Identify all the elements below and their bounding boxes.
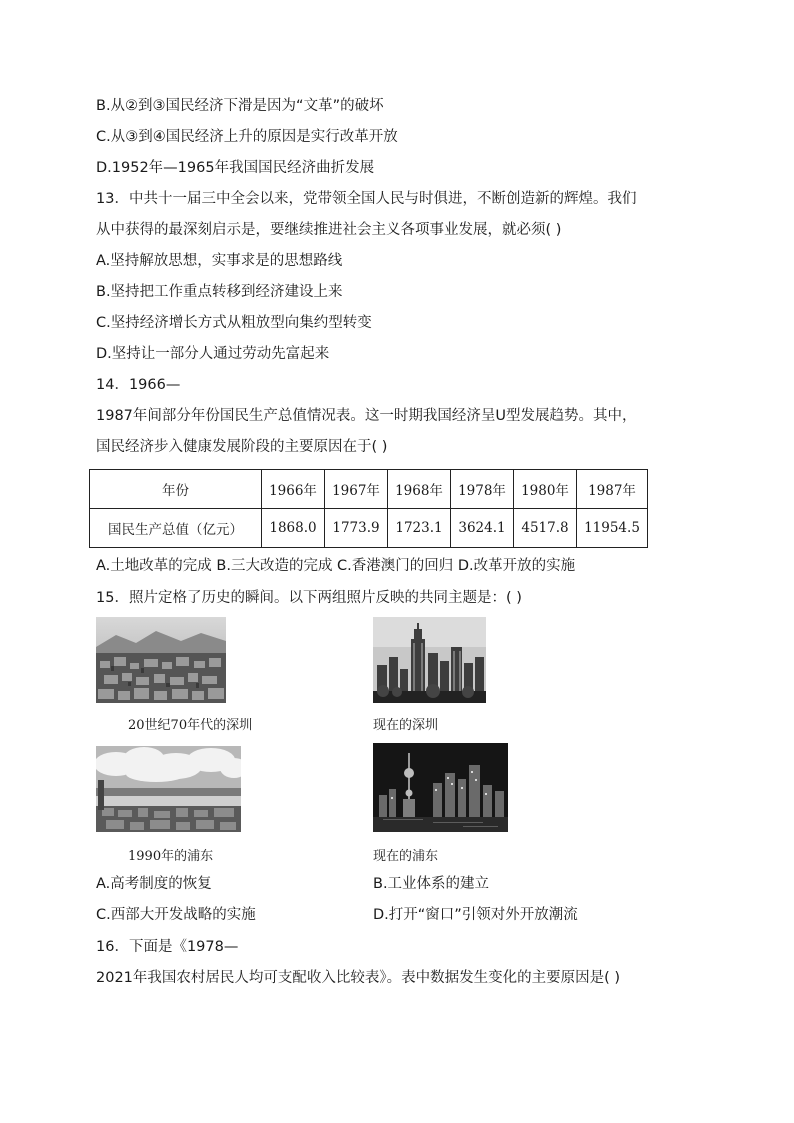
table-row (90, 509, 648, 548)
q12-option-d[interactable]: D.1952年—1965年我国国民经济曲折发展 (96, 160, 375, 176)
table-header-row (90, 470, 648, 509)
table-year-cell: 1967年 (325, 470, 388, 509)
q15-option-c[interactable]: C.西部大开发战略的实施 (96, 907, 256, 923)
gnp-table (89, 469, 648, 548)
q13-option-b[interactable]: B.坚持把工作重点转移到经济建设上来 (96, 284, 343, 300)
table-year-cell: 1966年 (262, 470, 325, 509)
q14-stem-line3: 国民经济步入健康发展阶段的主要原因在于( ) (96, 439, 388, 455)
table-header-label: 年份 (90, 470, 262, 509)
q15-stem: 15．照片定格了历史的瞬间。以下两组照片反映的共同主题是：( ) (96, 590, 522, 606)
q13-option-c[interactable]: C.坚持经济增长方式从粗放型向集约型转变 (96, 315, 372, 331)
q15-option-d[interactable]: D.打开“窗口”引领对外开放潮流 (373, 907, 578, 923)
table-value-cell: 3624.1 (451, 509, 514, 548)
q14-options[interactable]: A.土地改革的完成 B.三大改造的完成 C.香港澳门的回归 D.改革开放的实施 (96, 558, 576, 574)
table-year-cell: 1980年 (514, 470, 577, 509)
q13-option-d[interactable]: D.坚持让一部分人通过劳动先富起来 (96, 346, 330, 362)
table-value-cell: 1773.9 (325, 509, 388, 548)
q13-stem-line1: 13．中共十一届三中全会以来，党带领全国人民与时俱进，不断创造新的辉煌。我们 (96, 191, 637, 207)
q15-option-a[interactable]: A.高考制度的恢复 (96, 876, 212, 892)
table-row-label: 国民生产总值（亿元） (90, 509, 262, 548)
caption-shenzhen-now: 现在的深圳 (373, 718, 439, 733)
photo-shenzhen-1970s (96, 617, 226, 703)
caption-pudong-1990: 1990年的浦东 (128, 849, 214, 864)
caption-shenzhen-1970s: 20世纪70年代的深圳 (128, 718, 253, 733)
table-value-cell: 1868.0 (262, 509, 325, 548)
q13-option-a[interactable]: A.坚持解放思想，实事求是的思想路线 (96, 253, 343, 269)
photo-pudong-now (373, 743, 508, 832)
q12-option-b[interactable]: B.从②到③国民经济下滑是因为“文革”的破坏 (96, 98, 384, 114)
photo-pudong-1990 (96, 746, 241, 832)
table-year-cell: 1978年 (451, 470, 514, 509)
table-year-cell: 1987年 (577, 470, 648, 509)
q13-stem-line2: 从中获得的最深刻启示是，要继续推进社会主义各项事业发展，就必须( ) (96, 222, 562, 238)
table-year-cell: 1968年 (388, 470, 451, 509)
table-value-cell: 11954.5 (577, 509, 648, 548)
photo-shenzhen-now (373, 617, 486, 703)
q16-stem-line2: 2021年我国农村居民人均可支配收入比较表》。表中数据发生变化的主要原因是( ) (96, 970, 621, 986)
q16-stem-line1: 16．下面是《1978— (96, 939, 239, 955)
table-value-cell: 1723.1 (388, 509, 451, 548)
q15-option-b[interactable]: B.工业体系的建立 (373, 876, 490, 892)
table-value-cell: 4517.8 (514, 509, 577, 548)
q12-option-c[interactable]: C.从③到④国民经济上升的原因是实行改革开放 (96, 129, 398, 145)
q14-stem-line2: 1987年间部分年份国民生产总值情况表。这一时期我国经济呈U型发展趋势。其中， (96, 408, 637, 424)
caption-pudong-now: 现在的浦东 (373, 849, 439, 864)
q14-stem-line1: 14．1966— (96, 377, 181, 393)
